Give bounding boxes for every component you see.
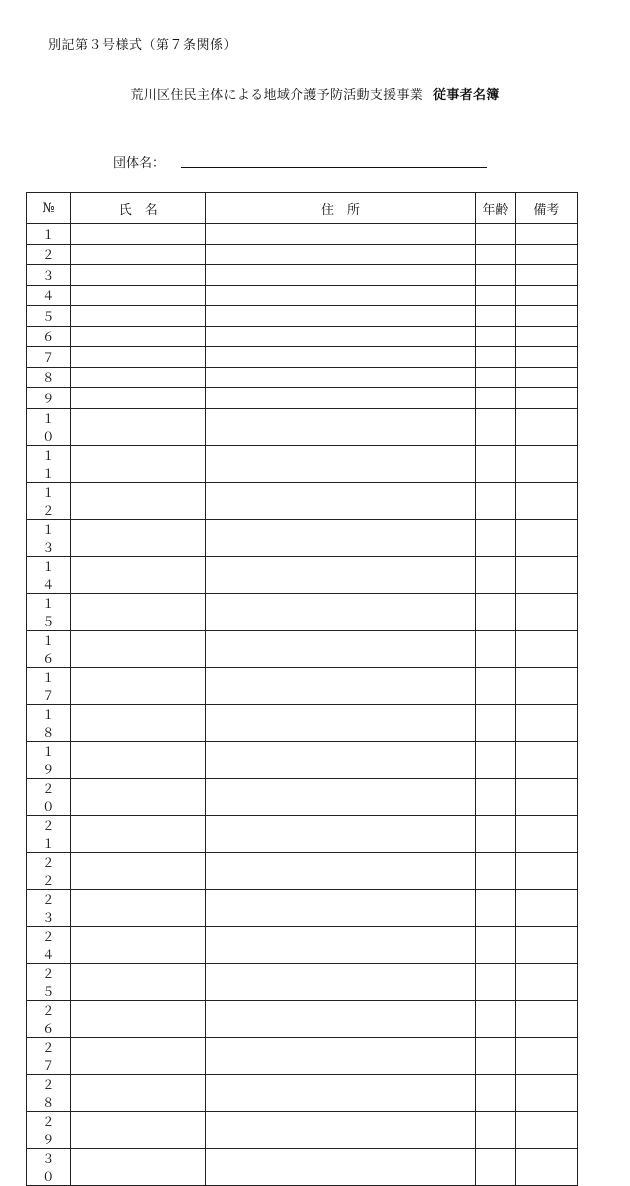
name-cell[interactable] [71, 1148, 206, 1185]
name-cell[interactable] [71, 408, 206, 445]
address-cell[interactable] [206, 778, 475, 815]
notes-cell[interactable] [515, 244, 577, 265]
header-no: № [27, 193, 71, 224]
notes-cell[interactable] [515, 630, 577, 667]
row-number: １６ [27, 630, 71, 667]
age-cell[interactable] [475, 1000, 515, 1037]
notes-cell[interactable] [515, 367, 577, 388]
notes-cell[interactable] [515, 1037, 577, 1074]
address-cell[interactable] [206, 519, 475, 556]
row-number: ２１ [27, 815, 71, 852]
age-cell[interactable] [475, 1148, 515, 1185]
notes-cell[interactable] [515, 1074, 577, 1111]
age-cell[interactable] [475, 388, 515, 409]
row-number: １９ [27, 741, 71, 778]
row-number: ２４ [27, 926, 71, 963]
notes-cell[interactable] [515, 388, 577, 409]
row-number: ２０ [27, 778, 71, 815]
row-number: ２７ [27, 1037, 71, 1074]
name-cell[interactable] [71, 630, 206, 667]
address-cell[interactable] [206, 667, 475, 704]
notes-cell[interactable] [515, 445, 577, 482]
row-number: １４ [27, 556, 71, 593]
name-cell[interactable] [71, 926, 206, 963]
address-cell[interactable] [206, 704, 475, 741]
table-row [27, 1000, 578, 1037]
table-row [27, 326, 578, 347]
table-row [27, 1148, 578, 1185]
row-number: １７ [27, 667, 71, 704]
notes-cell[interactable] [515, 1111, 577, 1148]
name-cell[interactable] [71, 815, 206, 852]
age-cell[interactable] [475, 445, 515, 482]
name-cell[interactable] [71, 963, 206, 1000]
notes-cell[interactable] [515, 704, 577, 741]
notes-cell[interactable] [515, 926, 577, 963]
name-cell[interactable] [71, 1037, 206, 1074]
title-main: 荒川区住民主体による地域介護予防活動支援事業 [130, 88, 424, 103]
header-notes: 備考 [515, 193, 577, 224]
age-cell[interactable] [475, 367, 515, 388]
notes-cell[interactable] [515, 556, 577, 593]
row-number: ２ [27, 244, 71, 265]
row-number: ２２ [27, 852, 71, 889]
notes-cell[interactable] [515, 306, 577, 327]
address-cell[interactable] [206, 224, 475, 245]
age-cell[interactable] [475, 519, 515, 556]
group-name-label: 団体名： [113, 156, 166, 171]
address-cell[interactable] [206, 1074, 475, 1111]
table-row [27, 1074, 578, 1111]
notes-cell[interactable] [515, 593, 577, 630]
age-cell[interactable] [475, 326, 515, 347]
notes-cell[interactable] [515, 1000, 577, 1037]
age-cell[interactable] [475, 667, 515, 704]
age-cell[interactable] [475, 1111, 515, 1148]
age-cell[interactable] [475, 852, 515, 889]
address-cell[interactable] [206, 741, 475, 778]
table-row [27, 265, 578, 286]
age-cell[interactable] [475, 224, 515, 245]
table-row [27, 704, 578, 741]
row-number: ２９ [27, 1111, 71, 1148]
name-cell[interactable] [71, 667, 206, 704]
age-cell[interactable] [475, 482, 515, 519]
address-cell[interactable] [206, 1111, 475, 1148]
header-row [27, 193, 578, 224]
name-cell[interactable] [71, 889, 206, 926]
notes-cell[interactable] [515, 741, 577, 778]
address-cell[interactable] [206, 347, 475, 368]
row-number: １１ [27, 445, 71, 482]
notes-cell[interactable] [515, 852, 577, 889]
name-cell[interactable] [71, 704, 206, 741]
address-cell[interactable] [206, 244, 475, 265]
address-cell[interactable] [206, 265, 475, 286]
table-row [27, 630, 578, 667]
age-cell[interactable] [475, 963, 515, 1000]
notes-cell[interactable] [515, 778, 577, 815]
address-cell[interactable] [206, 1000, 475, 1037]
header-address: 住 所 [206, 193, 475, 224]
row-number: ８ [27, 367, 71, 388]
notes-cell[interactable] [515, 482, 577, 519]
row-number: １０ [27, 408, 71, 445]
notes-cell[interactable] [515, 347, 577, 368]
name-cell[interactable] [71, 593, 206, 630]
table-row [27, 445, 578, 482]
notes-cell[interactable] [515, 408, 577, 445]
table-row [27, 306, 578, 327]
table-row [27, 388, 578, 409]
name-cell[interactable] [71, 519, 206, 556]
address-cell[interactable] [206, 1148, 475, 1185]
name-cell[interactable] [71, 445, 206, 482]
row-number: １ [27, 224, 71, 245]
name-cell[interactable] [71, 224, 206, 245]
age-cell[interactable] [475, 347, 515, 368]
table-row [27, 741, 578, 778]
row-number: ５ [27, 306, 71, 327]
row-number: １５ [27, 593, 71, 630]
row-number: ６ [27, 326, 71, 347]
age-cell[interactable] [475, 630, 515, 667]
age-cell[interactable] [475, 889, 515, 926]
age-cell[interactable] [475, 1074, 515, 1111]
address-cell[interactable] [206, 482, 475, 519]
age-cell[interactable] [475, 593, 515, 630]
row-number: ２６ [27, 1000, 71, 1037]
address-cell[interactable] [206, 367, 475, 388]
row-number: ２５ [27, 963, 71, 1000]
row-number: ９ [27, 388, 71, 409]
age-cell[interactable] [475, 244, 515, 265]
age-cell[interactable] [475, 265, 515, 286]
header-age: 年齢 [475, 193, 515, 224]
name-cell[interactable] [71, 367, 206, 388]
table-row [27, 926, 578, 963]
name-cell[interactable] [71, 244, 206, 265]
row-number: ２８ [27, 1074, 71, 1111]
name-cell[interactable] [71, 306, 206, 327]
address-cell[interactable] [206, 963, 475, 1000]
notes-cell[interactable] [515, 326, 577, 347]
notes-cell[interactable] [515, 889, 577, 926]
name-cell[interactable] [71, 1000, 206, 1037]
table-row [27, 1037, 578, 1074]
roster-body [27, 224, 578, 1186]
header-name: 氏 名 [71, 193, 206, 224]
name-cell[interactable] [71, 347, 206, 368]
row-number: ７ [27, 347, 71, 368]
table-row [27, 285, 578, 306]
name-cell[interactable] [71, 778, 206, 815]
document-title [0, 84, 630, 103]
row-number: １２ [27, 482, 71, 519]
address-cell[interactable] [206, 326, 475, 347]
age-cell[interactable] [475, 1037, 515, 1074]
age-cell[interactable] [475, 778, 515, 815]
address-cell[interactable] [206, 306, 475, 327]
address-cell[interactable] [206, 556, 475, 593]
address-cell[interactable] [206, 852, 475, 889]
age-cell[interactable] [475, 704, 515, 741]
title-emphasis: 従事者名簿 [433, 88, 500, 103]
notes-cell[interactable] [515, 1148, 577, 1185]
table-row [27, 778, 578, 815]
name-cell[interactable] [71, 556, 206, 593]
age-cell[interactable] [475, 741, 515, 778]
table-row [27, 482, 578, 519]
table-row [27, 347, 578, 368]
address-cell[interactable] [206, 1037, 475, 1074]
address-cell[interactable] [206, 630, 475, 667]
age-cell[interactable] [475, 556, 515, 593]
age-cell[interactable] [475, 815, 515, 852]
group-name-line[interactable] [181, 167, 487, 168]
notes-cell[interactable] [515, 667, 577, 704]
name-cell[interactable] [71, 1111, 206, 1148]
row-number: ３ [27, 265, 71, 286]
age-cell[interactable] [475, 408, 515, 445]
table-row [27, 815, 578, 852]
notes-cell[interactable] [515, 963, 577, 1000]
name-cell[interactable] [71, 388, 206, 409]
table-row [27, 408, 578, 445]
row-number: ３０ [27, 1148, 71, 1185]
name-cell[interactable] [71, 285, 206, 306]
table-row [27, 852, 578, 889]
table-row [27, 593, 578, 630]
notes-cell[interactable] [515, 519, 577, 556]
notes-cell[interactable] [515, 815, 577, 852]
name-cell[interactable] [71, 265, 206, 286]
table-row [27, 519, 578, 556]
address-cell[interactable] [206, 388, 475, 409]
name-cell[interactable] [71, 326, 206, 347]
name-cell[interactable] [71, 852, 206, 889]
roster-table [26, 192, 578, 1186]
age-cell[interactable] [475, 285, 515, 306]
address-cell[interactable] [206, 815, 475, 852]
table-row [27, 889, 578, 926]
age-cell[interactable] [475, 926, 515, 963]
table-row [27, 667, 578, 704]
address-cell[interactable] [206, 408, 475, 445]
table-row [27, 556, 578, 593]
address-cell[interactable] [206, 889, 475, 926]
address-cell[interactable] [206, 593, 475, 630]
table-row [27, 963, 578, 1000]
table-row [27, 367, 578, 388]
notes-cell[interactable] [515, 265, 577, 286]
notes-cell[interactable] [515, 224, 577, 245]
notes-cell[interactable] [515, 285, 577, 306]
name-cell[interactable] [71, 482, 206, 519]
row-number: ４ [27, 285, 71, 306]
address-cell[interactable] [206, 285, 475, 306]
table-row [27, 224, 578, 245]
row-number: １８ [27, 704, 71, 741]
address-cell[interactable] [206, 926, 475, 963]
age-cell[interactable] [475, 306, 515, 327]
table-row [27, 244, 578, 265]
table-row [27, 1111, 578, 1148]
name-cell[interactable] [71, 741, 206, 778]
form-reference: 別記第３号様式（第７条関係） [48, 38, 238, 53]
name-cell[interactable] [71, 1074, 206, 1111]
row-number: １３ [27, 519, 71, 556]
row-number: ２３ [27, 889, 71, 926]
address-cell[interactable] [206, 445, 475, 482]
